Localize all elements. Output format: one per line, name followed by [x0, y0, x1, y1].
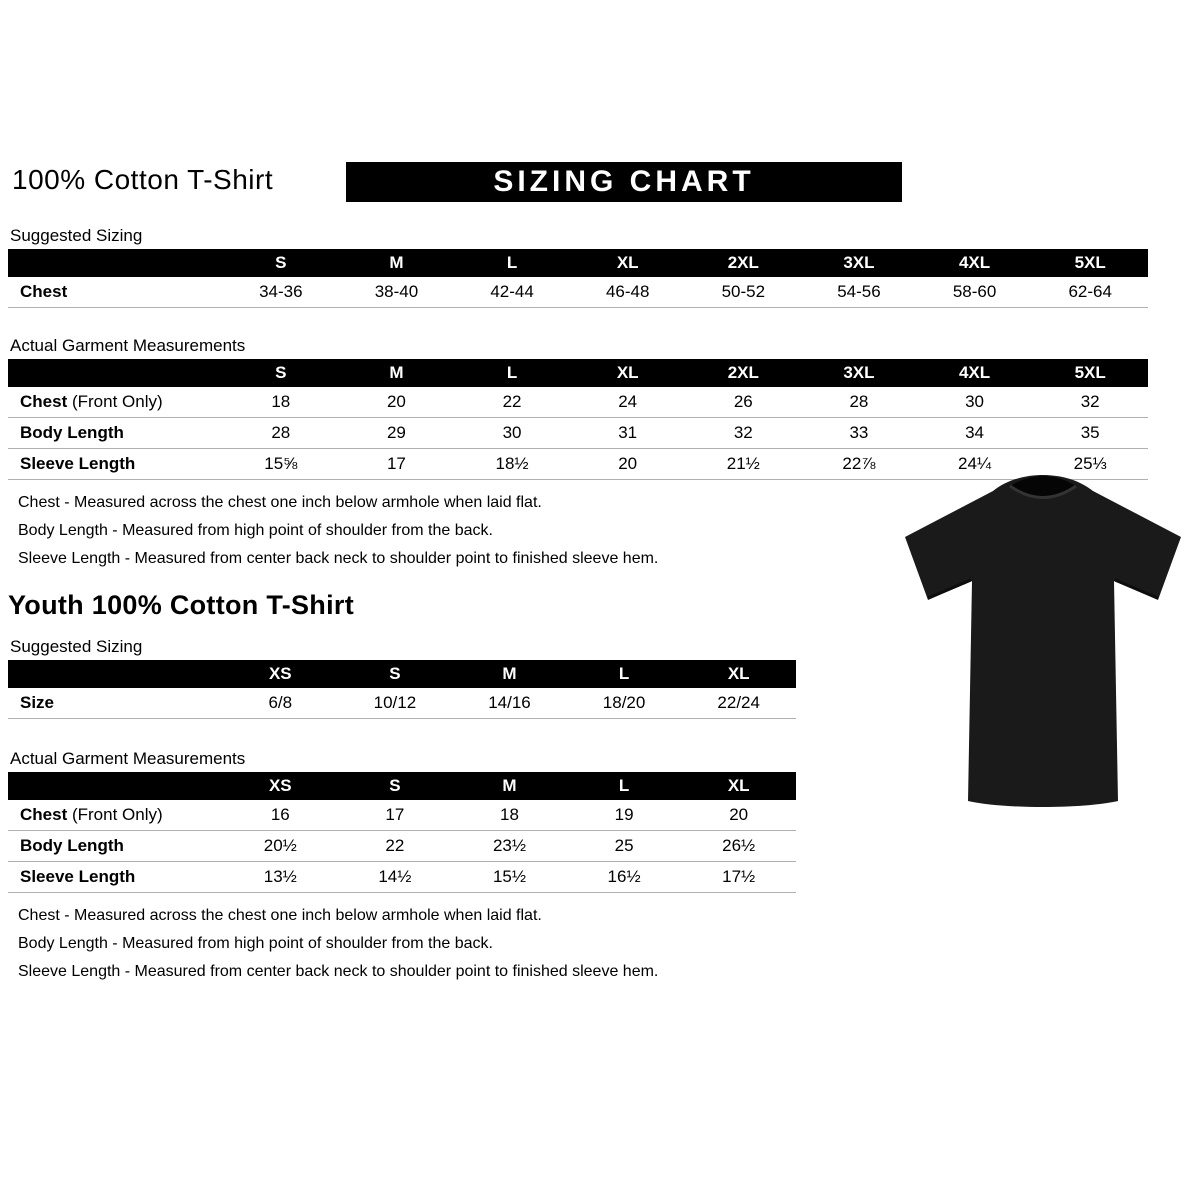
size-header-l: L [567, 660, 682, 688]
youth-suggested-sizing-label: Suggested Sizing [10, 637, 143, 656]
cell: 15⅝ [223, 449, 339, 480]
table-row-chest [8, 277, 1148, 308]
size-header-m: M [339, 249, 455, 277]
cell: 18½ [454, 449, 570, 480]
note-body-length: Body Length - Measured from high point of shoulder from the back. [18, 522, 493, 539]
adult-actual-header-row [8, 359, 1148, 387]
size-header-l: L [454, 359, 570, 387]
youth-actual-table [8, 772, 796, 893]
size-header-4xl: 4XL [917, 249, 1033, 277]
size-header-m: M [452, 772, 567, 800]
youth-title: Youth 100% Cotton T-Shirt [8, 590, 354, 620]
cell: 22 [338, 831, 453, 862]
cell: 18 [452, 800, 567, 831]
row-sublabel: (Front Only) [67, 392, 163, 411]
table-row-body-length [8, 418, 1148, 449]
size-header-2xl: 2XL [686, 359, 802, 387]
note-sleeve-length: Sleeve Length - Measured from center back neck to shoulder point to finished sleeve hem. [18, 550, 659, 567]
size-header-2xl: 2XL [686, 249, 802, 277]
cell: 17 [338, 800, 453, 831]
cell: 13½ [223, 862, 338, 893]
youth-actual-header-row [8, 772, 796, 800]
cell: 38-40 [339, 277, 455, 308]
note-body-length: Body Length - Measured from high point of shoulder from the back. [18, 935, 493, 952]
cell: 34 [917, 418, 1033, 449]
adult-actual-measurements-label: Actual Garment Measurements [10, 336, 246, 355]
cell: 25 [567, 831, 682, 862]
cell: 26 [686, 387, 802, 418]
cell: 19 [567, 800, 682, 831]
corner-cell [8, 249, 223, 277]
row-label [8, 418, 223, 449]
corner-cell [8, 359, 223, 387]
cell: 42-44 [454, 277, 570, 308]
table-row-size [8, 688, 796, 719]
size-header-s: S [338, 772, 453, 800]
corner-cell [8, 660, 223, 688]
cell: 32 [686, 418, 802, 449]
note-sleeve-length: Sleeve Length - Measured from center back neck to shoulder point to finished sleeve hem. [18, 963, 659, 980]
cell: 17½ [681, 862, 796, 893]
cell: 33 [801, 418, 917, 449]
row-label-text: Sleeve Length [20, 454, 136, 473]
size-header-xl: XL [570, 249, 686, 277]
cell: 21½ [686, 449, 802, 480]
youth-suggested-table [8, 660, 796, 719]
size-header-s: S [223, 359, 339, 387]
row-sublabel: (Front Only) [67, 805, 163, 824]
cell: 20½ [223, 831, 338, 862]
size-header-s: S [338, 660, 453, 688]
cell: 20 [570, 449, 686, 480]
cell: 62-64 [1032, 277, 1148, 308]
sizing-chart-banner: SIZING CHART [346, 162, 902, 202]
size-header-l: L [567, 772, 682, 800]
cell: 18/20 [567, 688, 682, 719]
row-label [8, 800, 223, 831]
cell: 31 [570, 418, 686, 449]
table-row-body-length [8, 831, 796, 862]
table-row-chest [8, 387, 1148, 418]
size-header-xs: XS [223, 772, 338, 800]
cell: 18 [223, 387, 339, 418]
black-tshirt-image [893, 468, 1193, 818]
row-label [8, 277, 223, 308]
cell: 28 [801, 387, 917, 418]
cell: 22/24 [681, 688, 796, 719]
row-label-text: Sleeve Length [20, 867, 136, 886]
youth-suggested-header-row [8, 660, 796, 688]
adult-suggested-table [8, 249, 1148, 308]
cell: 28 [223, 418, 339, 449]
cell: 6/8 [223, 688, 338, 719]
youth-actual-measurements-label: Actual Garment Measurements [10, 749, 246, 768]
size-header-m: M [339, 359, 455, 387]
cell: 17 [339, 449, 455, 480]
cell: 54-56 [801, 277, 917, 308]
cell: 10/12 [338, 688, 453, 719]
cell: 35 [1032, 418, 1148, 449]
cell: 30 [454, 418, 570, 449]
row-label [8, 688, 223, 719]
cell: 46-48 [570, 277, 686, 308]
size-header-xs: XS [223, 660, 338, 688]
row-label-text: Chest [20, 282, 68, 301]
cell: 32 [1032, 387, 1148, 418]
note-chest: Chest - Measured across the chest one inch below armhole when laid flat. [18, 907, 542, 924]
cell: 26½ [681, 831, 796, 862]
cell: 20 [339, 387, 455, 418]
page-title: 100% Cotton T-Shirt [12, 164, 274, 195]
row-label-text: Size [20, 693, 55, 712]
size-header-m: M [452, 660, 567, 688]
adult-suggested-header-row [8, 249, 1148, 277]
table-row-chest [8, 800, 796, 831]
youth-notes [8, 907, 1200, 981]
adult-actual-table [8, 359, 1148, 480]
note-chest: Chest - Measured across the chest one inch below armhole when laid flat. [18, 494, 542, 511]
size-header-xl: XL [570, 359, 686, 387]
size-header-5xl: 5XL [1032, 359, 1148, 387]
cell: 25⅓ [1032, 449, 1148, 480]
size-header-s: S [223, 249, 339, 277]
row-label-text: Body Length [20, 836, 124, 855]
cell: 22⅞ [801, 449, 917, 480]
cell: 24 [570, 387, 686, 418]
row-label [8, 862, 223, 893]
cell: 16½ [567, 862, 682, 893]
top-row [8, 162, 1158, 210]
row-label [8, 449, 223, 480]
size-header-xl: XL [681, 772, 796, 800]
row-label-text: Chest [20, 392, 68, 411]
size-header-3xl: 3XL [801, 249, 917, 277]
table-row-sleeve-length [8, 862, 796, 893]
cell: 14½ [338, 862, 453, 893]
corner-cell [8, 772, 223, 800]
row-label [8, 387, 223, 418]
size-header-xl: XL [681, 660, 796, 688]
size-header-5xl: 5XL [1032, 249, 1148, 277]
row-label-text: Chest [20, 805, 68, 824]
cell: 30 [917, 387, 1033, 418]
cell: 16 [223, 800, 338, 831]
cell: 24¼ [917, 449, 1033, 480]
cell: 22 [454, 387, 570, 418]
cell: 34-36 [223, 277, 339, 308]
cell: 20 [681, 800, 796, 831]
cell: 50-52 [686, 277, 802, 308]
cell: 15½ [452, 862, 567, 893]
cell: 23½ [452, 831, 567, 862]
cell: 14/16 [452, 688, 567, 719]
size-header-4xl: 4XL [917, 359, 1033, 387]
size-header-3xl: 3XL [801, 359, 917, 387]
row-label [8, 831, 223, 862]
adult-suggested-sizing-label: Suggested Sizing [10, 226, 143, 245]
cell: 58-60 [917, 277, 1033, 308]
size-header-l: L [454, 249, 570, 277]
row-label-text: Body Length [20, 423, 124, 442]
cell: 29 [339, 418, 455, 449]
